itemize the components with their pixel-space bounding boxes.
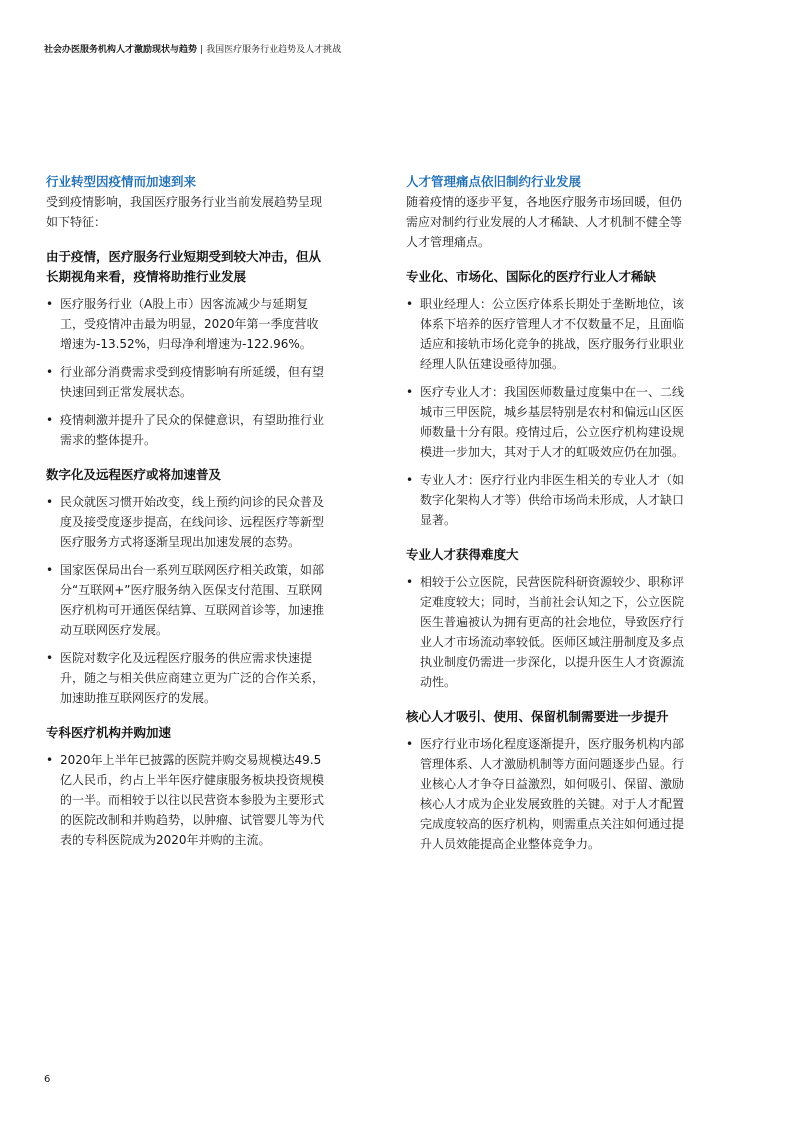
list-item-text: 行业部分消费需求受到疫情影响有所延缓，但有望快速回到正常发展状态。	[60, 365, 325, 399]
list-item	[46, 294, 328, 354]
list-item	[46, 492, 328, 552]
list-item	[406, 294, 688, 374]
list-item-text: 2020年上半年已披露的医院并购交易规模达49.5亿人民币，约占上半年医疗健康服务板块投资规模的一半。而相较于以往以民营资本参股为主要形式的医院改制和并购趋势，以肿瘤、试管婴儿等为代表的专科医院成为2020年并购的主流。	[60, 753, 325, 847]
list-item-text: 职业经理人：公立医疗体系长期处于垄断地位，该体系下培养的医疗管理人才不仅数量不足，且面临适应和接轨市场化竞争的挑战，医疗服务行业职业经理人队伍建设亟待加强。	[420, 297, 685, 371]
section-digital-telemedicine	[46, 465, 328, 708]
list-item-text: 医疗服务行业（A股上市）因客流减少与延期复工，受疫情冲击最为明显，2020年第一季度营收增速为-13.52%，归母净利增速为-122.96%。	[60, 297, 319, 351]
list-item-text: 相较于公立医院，民营医院科研资源较少、职称评定难度较大；同时，当前社会认知之下，公立医院医生普遍被认为拥有更高的社会地位，导致医疗行业人才市场流动率较低。医师区域注册制度及多点执业制度仍需进一步深化，以提升医生人才资源流动性。	[420, 575, 685, 689]
list-item	[406, 734, 688, 854]
bullet-icon: •	[46, 365, 54, 379]
bullet-list	[406, 294, 688, 530]
list-item-text: 民众就医习惯开始改变，线上预约问诊的民众普及度及接受度逐步提高，在线问诊、远程医疗等新型医疗服务方式将逐渐呈现出加速发展的态势。	[60, 495, 325, 549]
bullet-icon: •	[406, 297, 414, 311]
section-talent-acquisition	[406, 545, 688, 692]
section-title: 专业人才获得难度大	[406, 547, 519, 562]
bullet-list	[46, 294, 328, 450]
section-title: 由于疫情，医疗服务行业短期受到较大冲击，但从长期视角来看，疫情将助推行业发展	[46, 249, 322, 284]
header-chapter-title: 我国医疗服务行业趋势及人才挑战	[206, 45, 342, 55]
bullet-icon: •	[46, 297, 54, 311]
section-covid-impact	[46, 247, 328, 450]
bullet-icon: •	[46, 413, 54, 427]
section-talent-mechanisms	[406, 707, 688, 854]
header-report-title: 社会办医服务机构人才激励现状与趋势	[44, 45, 198, 55]
bullet-icon: •	[406, 473, 414, 487]
right-column-intro: 随着疫情的逐步平复，各地医疗服务市场回暖，但仍需应对制约行业发展的人才稀缺、人才机制不健全等人才管理痛点。	[406, 195, 683, 249]
bullet-list	[406, 734, 688, 854]
bullet-list	[46, 492, 328, 708]
bullet-icon: •	[46, 495, 54, 509]
list-item-text: 医院对数字化及远程医疗服务的供应需求快速提升，随之与相关供应商建立更为广泛的合作关系，加速助推互联网医疗的发展。	[60, 651, 325, 705]
section-title: 数字化及远程医疗或将加速普及	[46, 467, 222, 482]
bullet-icon: •	[406, 737, 414, 751]
list-item	[406, 382, 688, 462]
list-item-text: 医疗专业人才：我国医师数量过度集中在一、二线城市三甲医院，城乡基层特别是农村和偏远山区医师数量十分有限。疫情过后，公立医疗机构建设规模进一步加大，其对于人才的虹吸效应仍在加强。	[420, 385, 685, 459]
section-talent-scarcity	[406, 267, 688, 530]
list-item	[46, 648, 328, 708]
bullet-icon: •	[46, 563, 54, 577]
section-title: 专业化、市场化、国际化的医疗行业人才稀缺	[406, 269, 657, 284]
list-item	[406, 572, 688, 692]
left-column-intro: 受到疫情影响，我国医疗服务行业当前发展趋势呈现如下特征：	[46, 195, 323, 229]
list-item-text: 医疗行业市场化程度逐渐提升，医疗服务机构内部管理体系、人才激励机制等方面问题逐步凸显。行业核心人才争夺日益激烈，如何吸引、保留、激励核心人才成为企业发展致胜的关键。对于人才配置完成度较高的医疗机构，则需重点关注如何通过提升人员效能提高企业整体竞争力。	[420, 737, 685, 851]
page-number: 6	[44, 1074, 51, 1085]
section-title: 专科医疗机构并购加速	[46, 725, 172, 740]
bullet-icon: •	[46, 753, 54, 767]
left-column	[46, 172, 328, 850]
right-column-heading: 人才管理痛点依旧制约行业发展	[406, 174, 582, 189]
section-title: 核心人才吸引、使用、保留机制需要进一步提升	[406, 709, 669, 724]
bullet-list	[406, 572, 688, 692]
list-item-text: 国家医保局出台一系列互联网医疗相关政策，如部分“互联网+”医疗服务纳入医保支付范围、互联网医疗机构可开通医保结算、互联网首诊等，加速推动互联网医疗发展。	[60, 563, 325, 637]
list-item	[46, 410, 328, 450]
right-column	[406, 172, 688, 854]
list-item	[406, 470, 688, 530]
list-item	[46, 750, 328, 850]
list-item	[46, 560, 328, 640]
section-specialty-mergers	[46, 723, 328, 850]
header-separator: |	[200, 45, 204, 55]
bullet-list	[46, 750, 328, 850]
bullet-icon: •	[406, 385, 414, 399]
list-item-text: 疫情刺激并提升了民众的保健意识，有望助推行业需求的整体提升。	[60, 413, 325, 447]
running-header	[44, 44, 744, 56]
bullet-icon: •	[46, 651, 54, 665]
left-column-heading: 行业转型因疫情而加速到来	[46, 174, 197, 189]
list-item-text: 专业人才：医疗行业内非医生相关的专业人才（如数字化架构人才等）供给市场尚未形成，人才缺口显著。	[420, 473, 685, 527]
list-item	[46, 362, 328, 402]
bullet-icon: •	[406, 575, 414, 589]
